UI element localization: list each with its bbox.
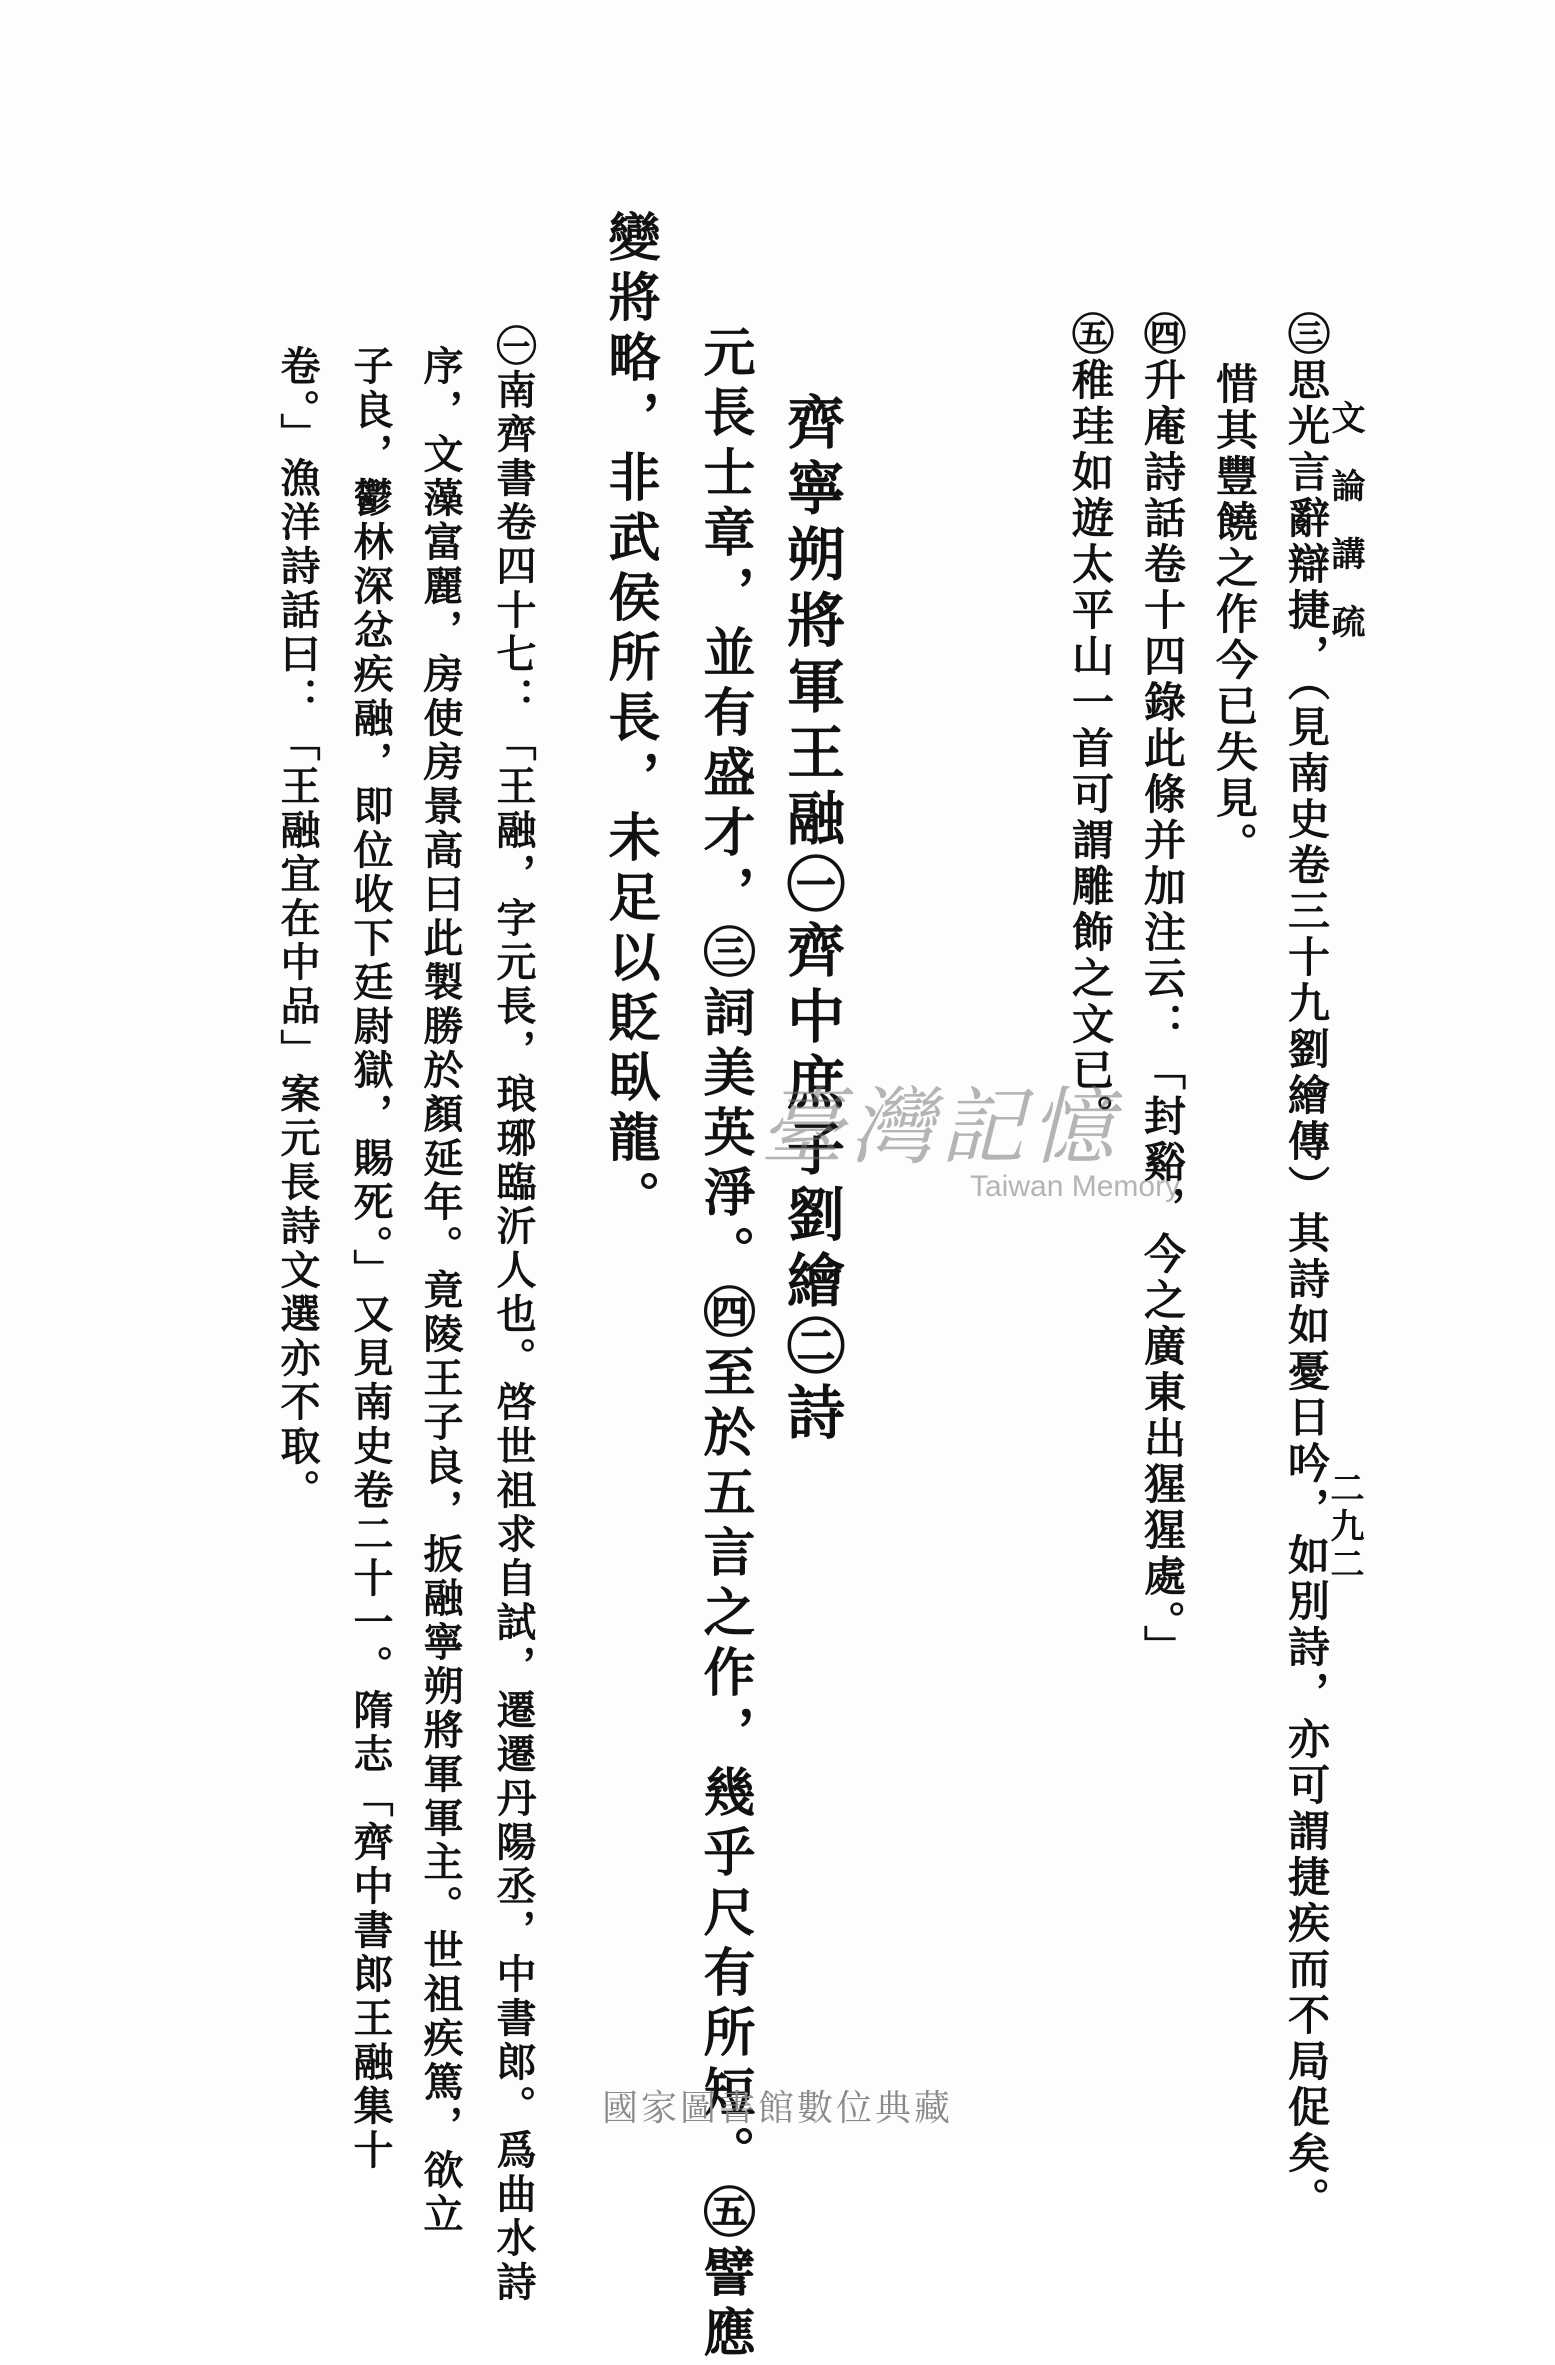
note-3-continued: 惜其豐饒之作今已失見。 [1210, 362, 1259, 868]
note-3: ㊂思光言辭辯捷，（見南史卷三十九劉繪傳）其詩如憂日吟，如別詩，亦可謂捷疾而不局促矣。 [1282, 312, 1331, 2223]
main-text-line-2: 變將略，非武侯所長，未足以貶臥龍。 [599, 210, 660, 1230]
note-1-line-3: 子良，鬱林深忿疾融，即位收下廷尉獄，賜死。」又見南史卷二十一。隋志「齊中書郎王融集十 [347, 345, 394, 2173]
page-number: 二九二 [1324, 1470, 1364, 1584]
watermark-title: 臺灣記憶 [760, 1078, 1121, 1176]
book-title: 文論講疏 [1325, 400, 1365, 672]
note-4: ㊃升庵詩話卷十四錄此條并加注云：「封谿，今之廣東出猩猩處。」 [1138, 312, 1187, 1671]
section-heading: 齊寧朔將軍王融㊀齊中庶子劉繪㊁詩 [777, 392, 845, 1448]
note-1-line-1: ㊀南齊書卷四十七：「王融，字元長，琅琊臨沂人也。啓世祖求自試，遷遷丹陽丞，中書郎。爲曲水詩 [490, 325, 537, 2305]
note-1-line-2: 序，文藻富麗，房使房景高曰此製勝於顏延年。竟陵王子良，扳融寧朔將軍軍主。世祖疾篤，欲立 [417, 345, 464, 2237]
note-5: ㊄稚珪如遊太平山一首可謂雕飾之文已。 [1066, 312, 1115, 1140]
watermark-subtitle: Taiwan Memory [970, 1170, 1181, 1203]
note-1-line-4: 卷。」漁洋詩話曰：「王融宜在中品」案元長詩文選亦不取。 [274, 345, 321, 1513]
watermark [760, 1060, 1240, 1220]
main-text-line-1: 元長士章，並有盛才，㊂詞美英淨。㊃至於五言之作，幾乎尺有所短。㊄譬應 [694, 325, 755, 2365]
footer-credit: 國家圖書館數位典藏 [601, 2088, 953, 2129]
